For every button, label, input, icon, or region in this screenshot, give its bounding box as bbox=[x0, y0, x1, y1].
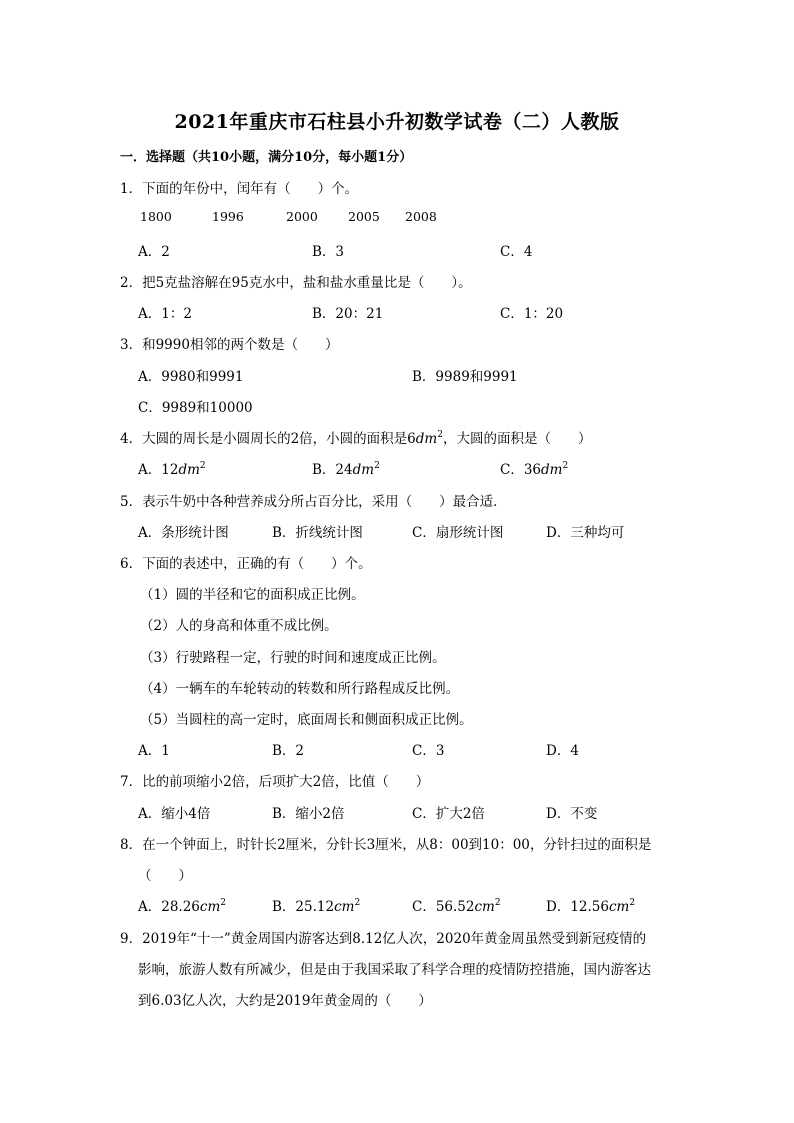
unit-cm: cm bbox=[608, 899, 630, 915]
question-8-option-c bbox=[412, 895, 501, 915]
option-value: B．25.12 bbox=[272, 899, 335, 915]
year-item: 1996 bbox=[212, 209, 244, 224]
question-6-option-b: B．2 bbox=[272, 743, 305, 759]
question-7-stem: 7．比的前项缩小2倍，后项扩大2倍，比值（ ） bbox=[120, 774, 430, 790]
question-7-option-c: C．扩大2倍 bbox=[412, 806, 485, 822]
question-2-option-c: C．1：20 bbox=[500, 306, 564, 322]
question-6-statement-1: （1）圆的半径和它的面积成正比例。 bbox=[140, 587, 365, 603]
question-8-option-b bbox=[272, 895, 360, 915]
question-7-option-a: A．缩小4倍 bbox=[138, 806, 211, 822]
question-3-option-c: C．9989和10000 bbox=[138, 400, 253, 416]
question-1-option-c: C．4 bbox=[500, 244, 533, 260]
year-item: 1800 bbox=[140, 209, 172, 224]
option-value: A．28.26 bbox=[138, 899, 200, 915]
question-9-stem-line-2: 影响，旅游人数有所减少，但是由于我国采取了科学合理的疫情防控措施，国内游客达 bbox=[138, 962, 651, 978]
question-6-option-c: C．3 bbox=[412, 743, 445, 759]
question-4-option-c bbox=[500, 458, 568, 478]
question-2-option-b: B．20：21 bbox=[312, 306, 384, 322]
option-value: C．36 bbox=[500, 462, 542, 478]
question-5-stem: 5．表示牛奶中各种营养成分所占百分比，采用（ ）最合适． bbox=[120, 494, 507, 510]
question-6-option-a: A．1 bbox=[138, 743, 170, 759]
question-8-option-d bbox=[546, 895, 635, 915]
unit-exponent: 2 bbox=[199, 460, 206, 471]
question-5-option-c: C．扇形统计图 bbox=[412, 525, 504, 541]
question-3-option-a: A．9980和9991 bbox=[138, 369, 244, 385]
question-4-stem bbox=[120, 427, 591, 447]
option-value: A．12 bbox=[138, 462, 179, 478]
unit-exponent: 2 bbox=[220, 897, 227, 908]
page-title: 2021年重庆市石柱县小升初数学试卷（二）人教版 bbox=[174, 111, 620, 133]
question-1-option-a: A．2 bbox=[138, 244, 170, 260]
question-6-stem: 6．下面的表述中，正确的有（ ）个。 bbox=[120, 556, 372, 572]
question-5-option-d: D．三种均可 bbox=[546, 525, 625, 541]
question-4-option-b bbox=[312, 458, 380, 478]
question-3-option-b: B．9989和9991 bbox=[412, 369, 518, 385]
year-item: 2005 bbox=[348, 209, 380, 224]
unit-cm: cm bbox=[334, 899, 355, 915]
section-heading: 一．选择题（共10小题，满分10分，每小题1分） bbox=[120, 150, 413, 165]
question-9-stem-line-1: 9．2019年“十一”黄金周国内游客达到8.12亿人次，2020年黄金周虽然受到新冠疫情的 bbox=[120, 931, 647, 947]
question-5-option-a: A．条形统计图 bbox=[138, 525, 229, 541]
question-2-stem: 2．把5克盐溶解在95克水中，盐和盐水重量比是（ ）。 bbox=[120, 275, 472, 291]
question-4-stem-pre: 4．大圆的周长是小圆周长的2倍，小圆的面积是6 bbox=[120, 431, 416, 447]
option-value: C．56.52 bbox=[412, 899, 475, 915]
question-8-stem: 8．在一个钟面上，时针长2厘米，分针长3厘米，从8：00到10：00，分针扫过的面积是 bbox=[120, 837, 652, 853]
option-value: D．12.56 bbox=[546, 899, 609, 915]
question-6-statement-4: （4）一辆车的车轮转动的转数和所行路程成反比例。 bbox=[140, 681, 460, 697]
unit-exponent: 2 bbox=[437, 429, 443, 440]
unit-exponent: 2 bbox=[374, 460, 380, 471]
unit-dm: dm bbox=[352, 462, 375, 478]
unit-dm: dm bbox=[415, 431, 438, 447]
unit-exponent: 2 bbox=[494, 897, 501, 908]
unit-exponent: 2 bbox=[629, 897, 636, 908]
question-3-stem: 3．和9990相邻的两个数是（ ） bbox=[120, 337, 339, 353]
question-6-option-d: D．4 bbox=[546, 743, 579, 759]
year-item: 2000 bbox=[286, 209, 318, 224]
question-8-option-a bbox=[138, 895, 226, 915]
unit-dm: dm bbox=[178, 462, 200, 478]
question-7-option-b: B．缩小2倍 bbox=[272, 806, 345, 822]
question-1-option-b: B．3 bbox=[312, 244, 345, 260]
unit-exponent: 2 bbox=[562, 460, 569, 471]
question-4-stem-post: ，大圆的面积是（ ） bbox=[442, 431, 592, 447]
question-6-statement-3: （3）行驶路程一定，行驶的时间和速度成正比例。 bbox=[140, 650, 446, 666]
unit-exponent: 2 bbox=[354, 897, 361, 908]
question-4-option-a bbox=[138, 458, 206, 478]
question-1-stem: 1．下面的年份中，闰年有（ ）个。 bbox=[120, 181, 359, 197]
unit-dm: dm bbox=[541, 462, 563, 478]
unit-cm: cm bbox=[199, 899, 221, 915]
question-6-statement-2: （2）人的身高和体重不成比例。 bbox=[140, 618, 338, 634]
question-7-option-d: D．不变 bbox=[546, 806, 598, 822]
question-8-stem-continued: （ ） bbox=[138, 868, 192, 884]
option-value: B．24 bbox=[312, 462, 353, 478]
question-6-statement-5: （5）当圆柱的高一定时，底面周长和侧面积成正比例。 bbox=[140, 712, 473, 728]
year-item: 2008 bbox=[405, 209, 437, 224]
unit-cm: cm bbox=[474, 899, 495, 915]
question-2-option-a: A．1：2 bbox=[138, 306, 192, 322]
question-5-option-b: B．折线统计图 bbox=[272, 525, 363, 541]
question-9-stem-line-3: 到6.03亿人次，大约是2019年黄金周的（ ） bbox=[138, 993, 432, 1009]
